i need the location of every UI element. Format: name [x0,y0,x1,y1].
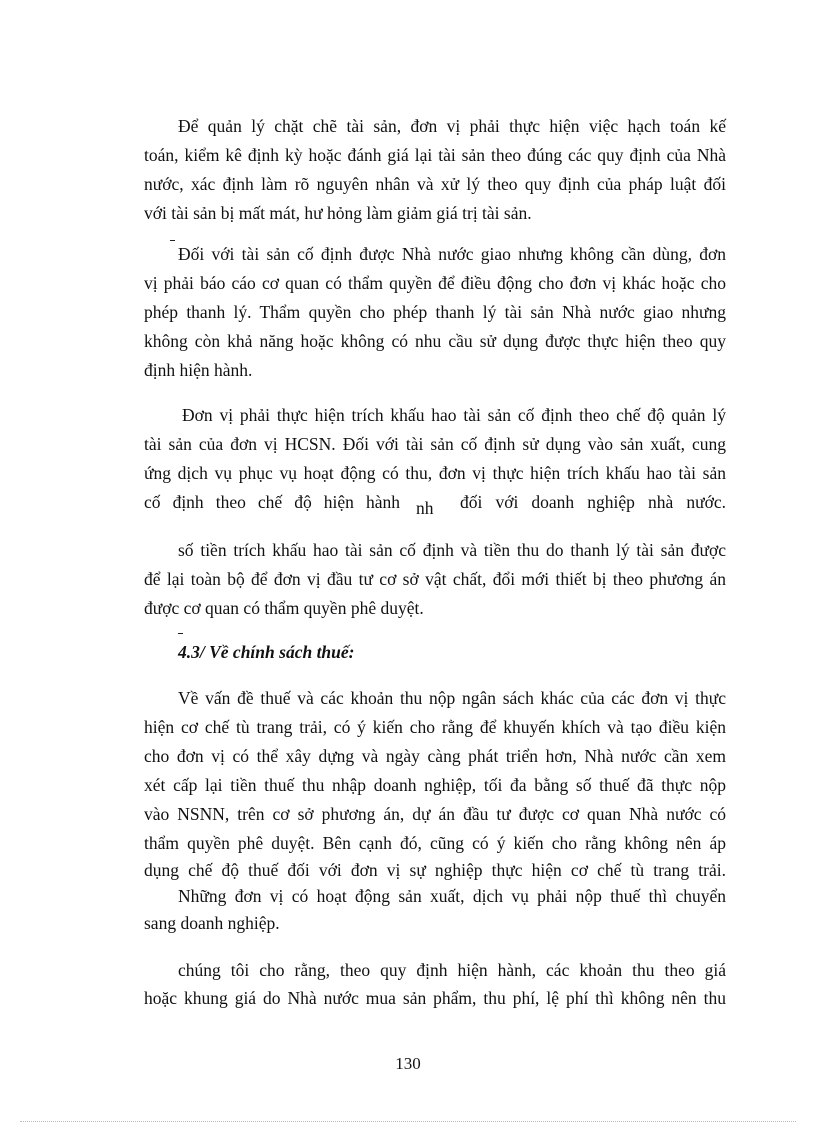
page-number: 130 [395,1054,421,1073]
p3-line-1: Đơn vị phải thực hiện trích khấu hao tài sản cố định theo chế độ quản lý [182,405,726,425]
p3-line-4-mid: nh [416,498,434,518]
p2-line-5: định hiện hành. [144,360,253,380]
p1-line-4: với tài sản bị mất mát, hư hỏng làm giảm giá trị tài sản. [144,203,532,223]
page-bottom-border [20,1121,796,1122]
p7-line-2: hoặc khung giá do Nhà nước mua sản phẩm, thu phí, lệ phí thì không nên thu [144,988,726,1008]
p6-line-6: thẩm quyền phê duyệt. Bên cạnh đó, cũng có ý kiến cho rằng không nên áp [144,833,726,853]
p6-line-1: Về vấn đề thuế và các khoản thu nộp ngân sách khác của các đơn vị thực [178,688,726,708]
p6-line-7: dụng chế độ thuế đối với đơn vị sự nghiệp thực hiện cơ chế tù trang trải. [144,860,726,880]
p6-line-2: hiện cơ chế tù trang trải, có ý kiến cho rằng để khuyến khích và tạo điều kiện [144,717,726,737]
p6-line-9: sang doanh nghiệp. [144,913,280,933]
p3-line-4-left: cố định theo chế độ hiện hành [144,492,400,512]
p4-line-1: số tiền trích khấu hao tài sản cố định và tiền thu do thanh lý tài sản được [178,540,726,560]
bullet-mark-2 [178,633,183,634]
p2-line-3: phép thanh lý. Thẩm quyền cho phép thanh lý tài sản Nhà nước giao nhưng [144,302,726,322]
p1-line-1: Để quản lý chặt chẽ tài sản, đơn vị phải thực hiện việc hạch toán kế [178,116,726,136]
p7-line-1: chúng tôi cho rằng, theo quy định hiện hành, các khoản thu theo giá [178,960,726,980]
p1-line-3: nước, xác định làm rõ nguyên nhân và xử lý theo quy định của pháp luật đối [144,174,726,194]
p2-line-4: không còn khả năng hoặc không có nhu cầu sử dụng được thực hiện theo quy [144,331,726,351]
p3-line-4-right: đối với doanh nghiệp nhà nước. [460,492,726,512]
p6-line-3: cho đơn vị có thể xây dựng và ngày càng phát triển hơn, Nhà nước cần xem [144,746,726,766]
bullet-mark-1 [170,240,175,241]
p2-line-1: Đối với tài sản cố định được Nhà nước giao nhưng không cần dùng, đơn [178,244,726,264]
p4-line-2: để lại toàn bộ để đơn vị đầu tư cơ sở vật chất, đổi mới thiết bị theo phương án [144,569,726,589]
p6-line-4: xét cấp lại tiền thuế thu nhập doanh nghiệp, tối đa bằng số thuế đã thực nộp [144,775,726,795]
p3-line-2: tài sản của đơn vị HCSN. Đối với tài sản cố định sử dụng vào sản xuất, cung [144,434,726,454]
p1-line-2: toán, kiểm kê định kỳ hoặc đánh giá lại tài sản theo đúng các quy định của Nhà [144,145,726,165]
p2-line-2: vị phải báo cáo cơ quan có thẩm quyền để điều động cho đơn vị khác hoặc cho [144,273,726,293]
p4-line-3: được cơ quan có thẩm quyền phê duyệt. [144,598,424,618]
p6-line-8: Những đơn vị có hoạt động sản xuất, dịch vụ phải nộp thuế thì chuyển [178,886,726,906]
p3-line-3: ứng dịch vụ phục vụ hoạt động có thu, đơn vị thực hiện trích khấu hao tài sản [144,463,726,483]
section-heading: 4.3/ Về chính sách thuế: [178,642,355,662]
p6-line-5: vào NSNN, trên cơ sở phương án, dự án đầu tư được cơ quan Nhà nước có [144,804,726,824]
